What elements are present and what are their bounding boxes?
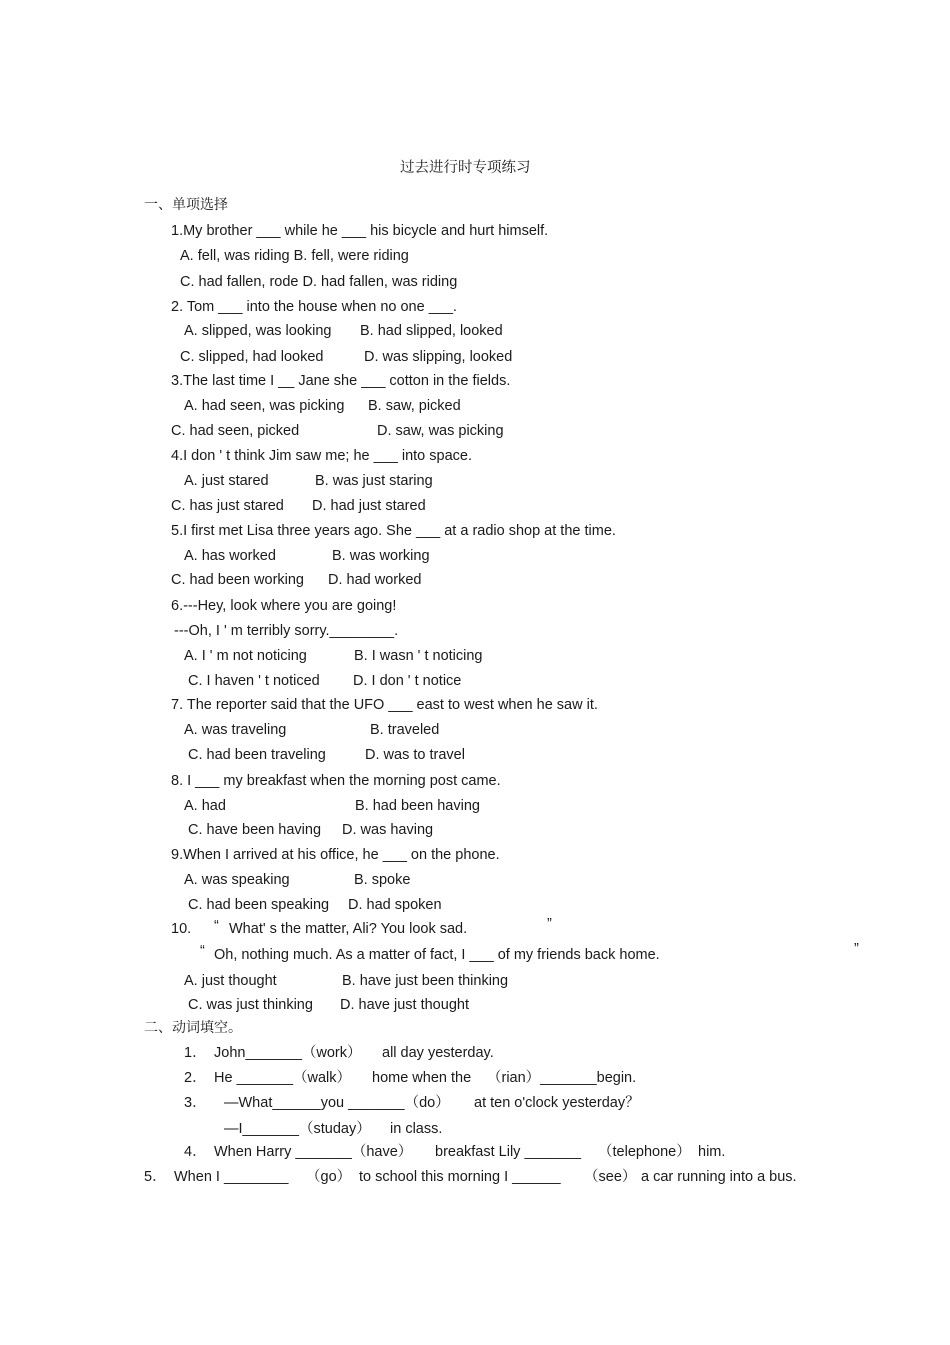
option-c: C. has just stared [171,498,284,514]
option-d: D. was slipping, looked [364,349,513,365]
option-c: C. had been traveling [188,747,326,763]
option-line: A. fell, was riding B. fell, were riding [180,248,409,264]
option-b: B. traveled [370,722,440,738]
option-c: C. had been speaking [188,897,330,913]
question-10-line2: Oh, nothing much. As a matter of fact, I ___ of my friends back home. [214,947,660,963]
fill-blank-text: at ten o'clock yesterday？ [474,1095,640,1111]
option-d: D. I don ' t notice [353,673,462,689]
option-d: D. had worked [328,572,422,588]
section-heading: 一、单项选择 [144,197,228,213]
option-d: D. was to travel [365,747,465,763]
option-c: C. was just thinking [188,997,313,1013]
question-10-number: 10. [171,921,192,937]
option-a: A. has worked [184,548,276,564]
question-4: 4.I don ' t think Jim saw me; he ___ into space. [171,448,472,464]
fill-blank-text: （rian）_______begin. [487,1070,637,1086]
option-a: A. had [184,798,226,814]
option-d: D. was having [342,822,434,838]
fill-blank-text: all day yesterday. [382,1045,494,1061]
fill-blank-text: He _______（walk） [214,1070,352,1086]
option-c: C. I haven ' t noticed [188,673,320,689]
fill-blank-text: —What______you _______（do） [224,1095,450,1111]
question-2: 2. Tom ___ into the house when no one ___. [171,299,457,315]
open-quote: “ [214,918,219,934]
option-a: A. just stared [184,473,269,489]
option-b: B. saw, picked [368,398,461,414]
item-number: 4． [184,1144,207,1160]
fill-blank-text: John_______（work） [214,1045,362,1061]
fill-blank-text: breakfast Lily _______ [435,1144,581,1160]
fill-blank-text: him. [698,1144,726,1160]
option-b: B. spoke [354,872,411,888]
item-number: 5． [144,1169,167,1185]
item-number: 1． [184,1045,207,1061]
question-8: 8. I ___ my breakfast when the morning post came. [171,773,501,789]
question-9: 9.When I arrived at his office, he ___ on the phone. [171,847,500,863]
close-quote: ” [854,941,859,957]
question-10-line1: What' s the matter, Ali? You look sad. [229,921,468,937]
option-a: A. slipped, was looking [184,323,332,339]
fill-blank-text: When Harry _______（have） [214,1144,413,1160]
option-c: C. had seen, picked [171,423,300,439]
option-a: A. was traveling [184,722,287,738]
fill-blank-text: home when the [372,1070,472,1086]
option-a: A. was speaking [184,872,290,888]
option-b: B. was just staring [315,473,433,489]
option-d: D. had just stared [312,498,426,514]
option-b: B. had slipped, looked [360,323,503,339]
option-b: B. have just been thinking [342,973,509,989]
question-6-reply: ---Oh, I ' m terribly sorry.________. [174,623,399,639]
fill-blank-text: —I_______（studay） [224,1121,371,1137]
option-b: B. I wasn ' t noticing [354,648,483,664]
fill-blank-text: （go） [306,1169,352,1185]
open-quote: “ [200,943,205,959]
close-quote: ” [547,916,552,932]
fill-blank-text: When I ________ [174,1169,289,1185]
fill-blank-text: （telephone） [598,1144,691,1160]
section-heading: 二、动词填空。 [144,1020,242,1036]
option-d: D. have just thought [340,997,469,1013]
item-number: 3． [184,1095,207,1111]
option-a: A. I ' m not noticing [184,648,307,664]
option-c: C. have been having [188,822,322,838]
option-a: A. just thought [184,973,277,989]
option-b: B. had been having [355,798,480,814]
option-d: D. saw, was picking [377,423,504,439]
fill-blank-text: to school this morning I ______ [359,1169,561,1185]
option-c: C. slipped, had looked [180,349,324,365]
question-6: 6.---Hey, look where you are going! [171,598,397,614]
option-a: A. had seen, was picking [184,398,345,414]
option-b: B. was working [332,548,430,564]
fill-blank-text: a car running into a bus. [641,1169,797,1185]
fill-blank-text: in class. [390,1121,443,1137]
page-title: 过去进行时专项练习 [400,160,531,176]
fill-blank-text: （see） [584,1169,637,1185]
option-d: D. had spoken [348,897,442,913]
question-7: 7. The reporter said that the UFO ___ east to west when he saw it. [171,697,598,713]
option-line: C. had fallen, rode D. had fallen, was riding [180,274,458,290]
item-number: 2． [184,1070,207,1086]
question-5: 5.I first met Lisa three years ago. She ___ at a radio shop at the time. [171,523,616,539]
question-3: 3.The last time I __ Jane she ___ cotton in the fields. [171,373,511,389]
option-c: C. had been working [171,572,304,588]
question-1: 1.My brother ___ while he ___ his bicycle and hurt himself. [171,223,549,239]
